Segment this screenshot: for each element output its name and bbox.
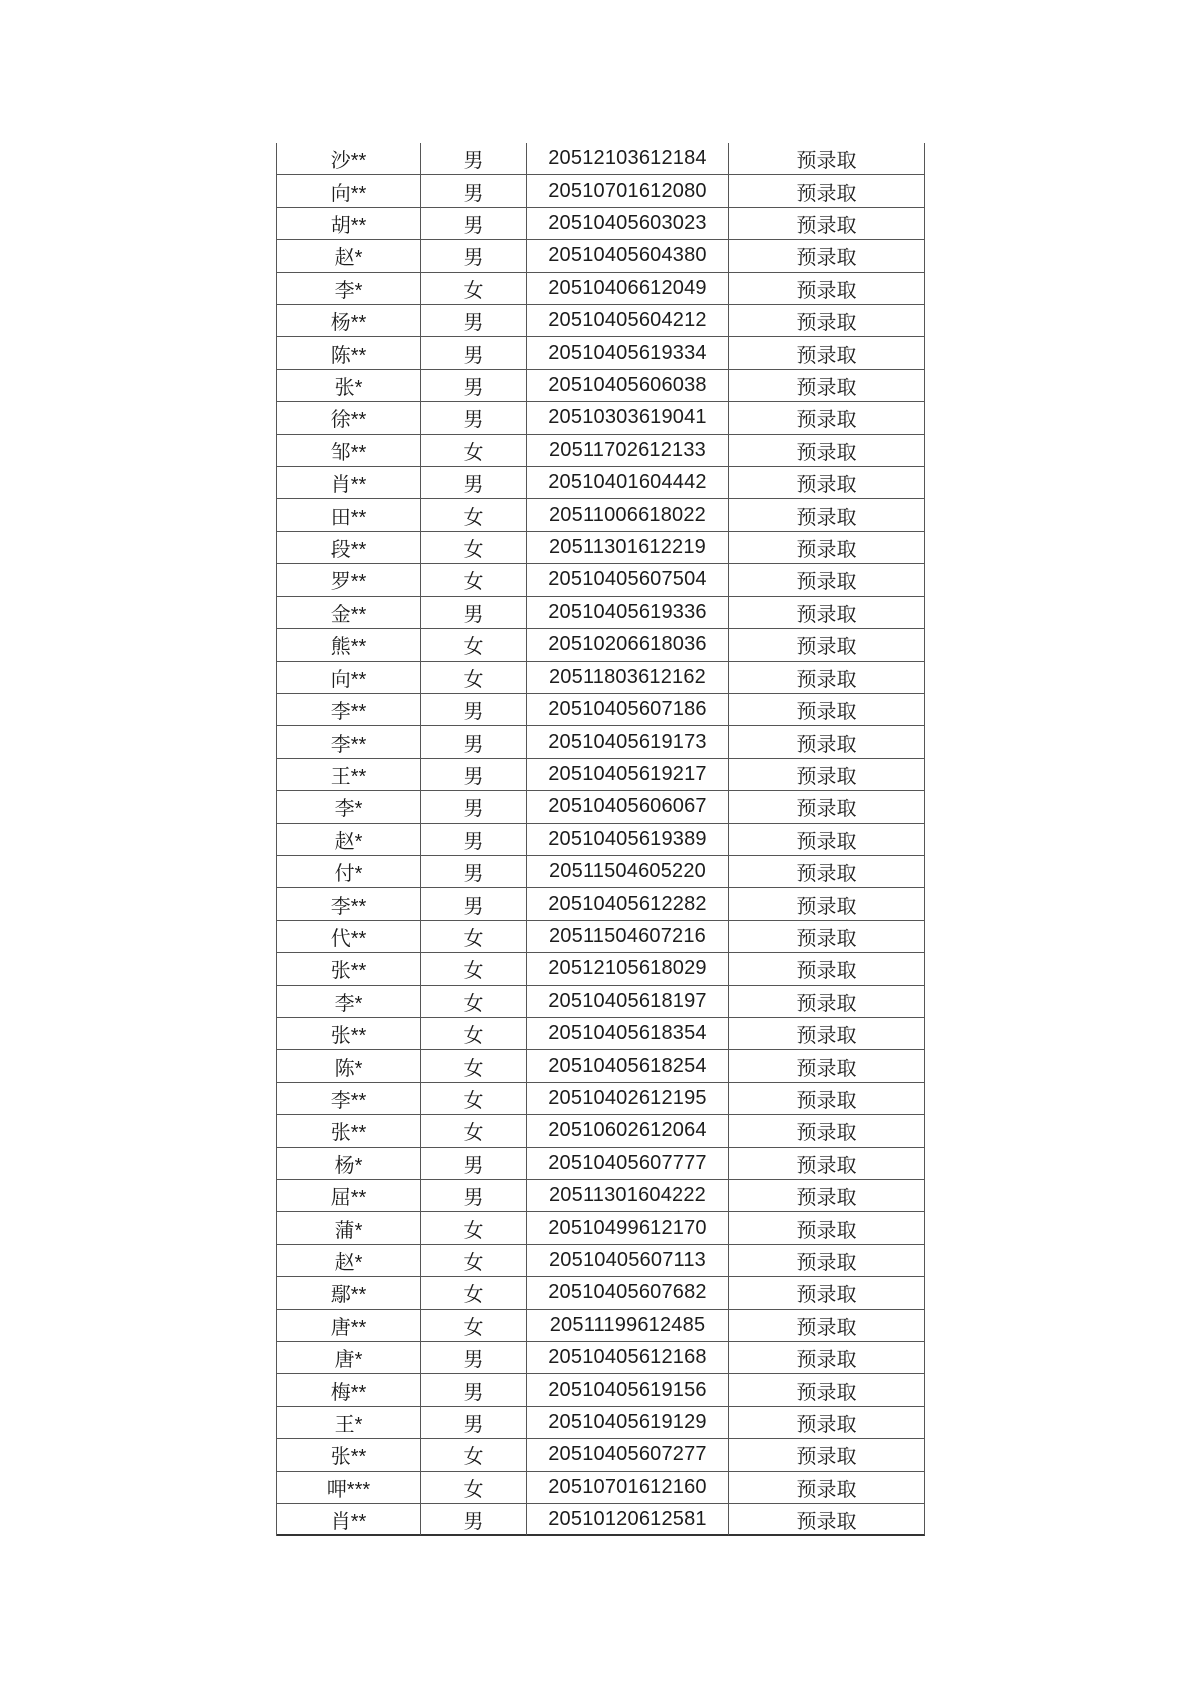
student-name: 金** — [277, 597, 421, 629]
admission-status: 预录取 — [729, 888, 925, 920]
exam-number: 20510405619156 — [527, 1374, 729, 1406]
admission-status: 预录取 — [729, 1504, 925, 1536]
admission-status: 预录取 — [729, 175, 925, 207]
student-gender: 女 — [421, 564, 527, 596]
student-name: 赵* — [277, 240, 421, 272]
student-gender: 男 — [421, 240, 527, 272]
student-gender: 女 — [421, 1245, 527, 1277]
student-gender: 男 — [421, 856, 527, 888]
exam-number: 20510405619217 — [527, 759, 729, 791]
table-row — [277, 1083, 925, 1115]
student-name: 胡** — [277, 208, 421, 240]
student-gender: 男 — [421, 1148, 527, 1180]
student-name: 杨* — [277, 1148, 421, 1180]
exam-number: 20511199612485 — [527, 1310, 729, 1342]
student-name: 蒲* — [277, 1212, 421, 1244]
table-row — [277, 337, 925, 369]
exam-number: 20510405618354 — [527, 1018, 729, 1050]
admission-status: 预录取 — [729, 1342, 925, 1374]
admission-status: 预录取 — [729, 305, 925, 337]
table-row — [277, 726, 925, 758]
exam-number: 20511803612162 — [527, 662, 729, 694]
student-gender: 男 — [421, 759, 527, 791]
table-row — [277, 1115, 925, 1147]
student-gender: 男 — [421, 1180, 527, 1212]
table-row — [277, 564, 925, 596]
student-name: 唐** — [277, 1310, 421, 1342]
student-name: 陈** — [277, 337, 421, 369]
table-row — [277, 759, 925, 791]
student-name: 邹** — [277, 435, 421, 467]
admission-status: 预录取 — [729, 1310, 925, 1342]
student-name: 赵* — [277, 824, 421, 856]
student-gender: 男 — [421, 1504, 527, 1536]
exam-number: 20511006618022 — [527, 499, 729, 531]
admission-status: 预录取 — [729, 240, 925, 272]
admission-status: 预录取 — [729, 759, 925, 791]
exam-number: 20510405606067 — [527, 791, 729, 823]
table-row — [277, 1212, 925, 1244]
admission-status: 预录取 — [729, 532, 925, 564]
table-row — [277, 824, 925, 856]
student-name: 肖** — [277, 1504, 421, 1536]
table-row — [277, 499, 925, 531]
admission-status: 预录取 — [729, 208, 925, 240]
student-gender: 女 — [421, 1472, 527, 1504]
student-name: 肖** — [277, 467, 421, 499]
student-name: 张** — [277, 1115, 421, 1147]
exam-number: 20510401604442 — [527, 467, 729, 499]
student-gender: 女 — [421, 499, 527, 531]
table-row — [277, 662, 925, 694]
table-row — [277, 208, 925, 240]
student-name: 田** — [277, 499, 421, 531]
admission-status: 预录取 — [729, 953, 925, 985]
admission-status: 预录取 — [729, 1050, 925, 1082]
exam-number: 20510405618197 — [527, 986, 729, 1018]
student-name: 王* — [277, 1407, 421, 1439]
exam-number: 20510405619336 — [527, 597, 729, 629]
table-row — [277, 953, 925, 985]
admission-status: 预录取 — [729, 662, 925, 694]
admission-status: 预录取 — [729, 564, 925, 596]
admission-status: 预录取 — [729, 1374, 925, 1406]
exam-number: 20510602612064 — [527, 1115, 729, 1147]
student-name: 赵* — [277, 1245, 421, 1277]
student-name: 李** — [277, 726, 421, 758]
student-name: 呷*** — [277, 1472, 421, 1504]
admission-status: 预录取 — [729, 1277, 925, 1309]
student-gender: 女 — [421, 629, 527, 661]
exam-number: 20510405619334 — [527, 337, 729, 369]
exam-number: 20510405612282 — [527, 888, 729, 920]
admission-status: 预录取 — [729, 791, 925, 823]
exam-number: 20511504607216 — [527, 921, 729, 953]
student-name: 李* — [277, 791, 421, 823]
table-row — [277, 1018, 925, 1050]
table-row — [277, 273, 925, 305]
exam-number: 20510405607504 — [527, 564, 729, 596]
admission-status: 预录取 — [729, 273, 925, 305]
admission-status: 预录取 — [729, 921, 925, 953]
admission-status: 预录取 — [729, 1439, 925, 1471]
admission-status: 预录取 — [729, 694, 925, 726]
admission-status: 预录取 — [729, 370, 925, 402]
table-row — [277, 986, 925, 1018]
admission-status: 预录取 — [729, 726, 925, 758]
student-gender: 女 — [421, 662, 527, 694]
table-row — [277, 1245, 925, 1277]
exam-number: 20510405607277 — [527, 1439, 729, 1471]
table-row — [277, 921, 925, 953]
table-row — [277, 856, 925, 888]
admission-status: 预录取 — [729, 1472, 925, 1504]
exam-number: 20510701612080 — [527, 175, 729, 207]
student-name: 李** — [277, 694, 421, 726]
admission-status: 预录取 — [729, 1212, 925, 1244]
student-gender: 女 — [421, 953, 527, 985]
exam-number: 20510405607186 — [527, 694, 729, 726]
student-name: 梅** — [277, 1374, 421, 1406]
exam-number: 20510405612168 — [527, 1342, 729, 1374]
exam-number: 20510405607113 — [527, 1245, 729, 1277]
admission-status: 预录取 — [729, 986, 925, 1018]
table-row — [277, 305, 925, 337]
table-row — [277, 467, 925, 499]
student-gender: 女 — [421, 1277, 527, 1309]
table-row — [277, 240, 925, 272]
student-gender: 男 — [421, 1407, 527, 1439]
table-row — [277, 435, 925, 467]
table-row — [277, 532, 925, 564]
student-gender: 男 — [421, 1342, 527, 1374]
table-row — [277, 629, 925, 661]
exam-number: 20510303619041 — [527, 402, 729, 434]
student-gender: 女 — [421, 1115, 527, 1147]
student-name: 向** — [277, 175, 421, 207]
student-gender: 男 — [421, 402, 527, 434]
admission-status: 预录取 — [729, 856, 925, 888]
admission-status: 预录取 — [729, 1083, 925, 1115]
student-name: 张** — [277, 953, 421, 985]
student-gender: 女 — [421, 986, 527, 1018]
table-row — [277, 1472, 925, 1504]
student-name: 张* — [277, 370, 421, 402]
exam-number: 20510405619173 — [527, 726, 729, 758]
student-gender: 男 — [421, 175, 527, 207]
student-gender: 女 — [421, 1018, 527, 1050]
table-row — [277, 175, 925, 207]
admission-status: 预录取 — [729, 1148, 925, 1180]
exam-number: 20512103612184 — [527, 143, 729, 175]
student-name: 付* — [277, 856, 421, 888]
student-name: 陈* — [277, 1050, 421, 1082]
student-name: 向** — [277, 662, 421, 694]
student-name: 王** — [277, 759, 421, 791]
exam-number: 20511301612219 — [527, 532, 729, 564]
student-gender: 女 — [421, 1050, 527, 1082]
student-name: 罗** — [277, 564, 421, 596]
exam-number: 20510405619389 — [527, 824, 729, 856]
student-name: 李** — [277, 888, 421, 920]
admission-status: 预录取 — [729, 1407, 925, 1439]
student-gender: 男 — [421, 208, 527, 240]
student-gender: 女 — [421, 1212, 527, 1244]
table-row — [277, 597, 925, 629]
admission-status: 预录取 — [729, 597, 925, 629]
table-row — [277, 1310, 925, 1342]
admission-status: 预录取 — [729, 337, 925, 369]
student-name: 代** — [277, 921, 421, 953]
exam-number: 20510405604212 — [527, 305, 729, 337]
student-gender: 男 — [421, 888, 527, 920]
admission-status: 预录取 — [729, 402, 925, 434]
admission-status: 预录取 — [729, 824, 925, 856]
table-row — [277, 402, 925, 434]
exam-number: 20510406612049 — [527, 273, 729, 305]
student-name: 徐** — [277, 402, 421, 434]
admission-status: 预录取 — [729, 629, 925, 661]
table-row — [277, 1439, 925, 1471]
exam-number: 20510206618036 — [527, 629, 729, 661]
exam-number: 20512105618029 — [527, 953, 729, 985]
student-gender: 男 — [421, 467, 527, 499]
exam-number: 20510499612170 — [527, 1212, 729, 1244]
student-gender: 男 — [421, 791, 527, 823]
admission-status: 预录取 — [729, 499, 925, 531]
exam-number: 20510405618254 — [527, 1050, 729, 1082]
admission-table — [276, 143, 925, 1536]
table-row — [277, 1504, 925, 1536]
exam-number: 20511504605220 — [527, 856, 729, 888]
admission-status: 预录取 — [729, 1115, 925, 1147]
exam-number: 20510405607777 — [527, 1148, 729, 1180]
student-name: 屈** — [277, 1180, 421, 1212]
table-row — [277, 370, 925, 402]
student-gender: 男 — [421, 597, 527, 629]
exam-number: 20511702612133 — [527, 435, 729, 467]
student-gender: 女 — [421, 435, 527, 467]
exam-number: 20510405619129 — [527, 1407, 729, 1439]
table-row — [277, 1342, 925, 1374]
exam-number: 20510701612160 — [527, 1472, 729, 1504]
exam-number: 20511301604222 — [527, 1180, 729, 1212]
student-gender: 男 — [421, 694, 527, 726]
admission-status: 预录取 — [729, 1018, 925, 1050]
table-row — [277, 888, 925, 920]
admission-status: 预录取 — [729, 143, 925, 175]
exam-number: 20510402612195 — [527, 1083, 729, 1115]
table-row — [277, 143, 925, 175]
student-gender: 男 — [421, 143, 527, 175]
exam-number: 20510405607682 — [527, 1277, 729, 1309]
student-gender: 男 — [421, 1374, 527, 1406]
student-gender: 男 — [421, 726, 527, 758]
student-gender: 女 — [421, 1310, 527, 1342]
admission-status: 预录取 — [729, 1245, 925, 1277]
student-name: 张** — [277, 1439, 421, 1471]
student-gender: 女 — [421, 1083, 527, 1115]
exam-number: 20510405604380 — [527, 240, 729, 272]
table-row — [277, 1180, 925, 1212]
exam-number: 20510120612581 — [527, 1504, 729, 1536]
student-name: 杨** — [277, 305, 421, 337]
table-row — [277, 694, 925, 726]
table-row — [277, 1374, 925, 1406]
admission-status: 预录取 — [729, 1180, 925, 1212]
student-name: 段** — [277, 532, 421, 564]
student-gender: 女 — [421, 532, 527, 564]
admission-status: 预录取 — [729, 435, 925, 467]
exam-number: 20510405606038 — [527, 370, 729, 402]
student-name: 张** — [277, 1018, 421, 1050]
student-name: 李* — [277, 986, 421, 1018]
student-gender: 女 — [421, 1439, 527, 1471]
table-row — [277, 791, 925, 823]
table-row — [277, 1407, 925, 1439]
student-name: 唐* — [277, 1342, 421, 1374]
student-gender: 女 — [421, 273, 527, 305]
table-row — [277, 1277, 925, 1309]
admission-status: 预录取 — [729, 467, 925, 499]
student-name: 李** — [277, 1083, 421, 1115]
student-gender: 男 — [421, 370, 527, 402]
student-name: 沙** — [277, 143, 421, 175]
student-gender: 男 — [421, 305, 527, 337]
student-name: 李* — [277, 273, 421, 305]
table-row — [277, 1148, 925, 1180]
student-gender: 女 — [421, 921, 527, 953]
table-row — [277, 1050, 925, 1082]
exam-number: 20510405603023 — [527, 208, 729, 240]
student-gender: 男 — [421, 824, 527, 856]
student-gender: 男 — [421, 337, 527, 369]
student-name: 熊** — [277, 629, 421, 661]
student-name: 鄢** — [277, 1277, 421, 1309]
